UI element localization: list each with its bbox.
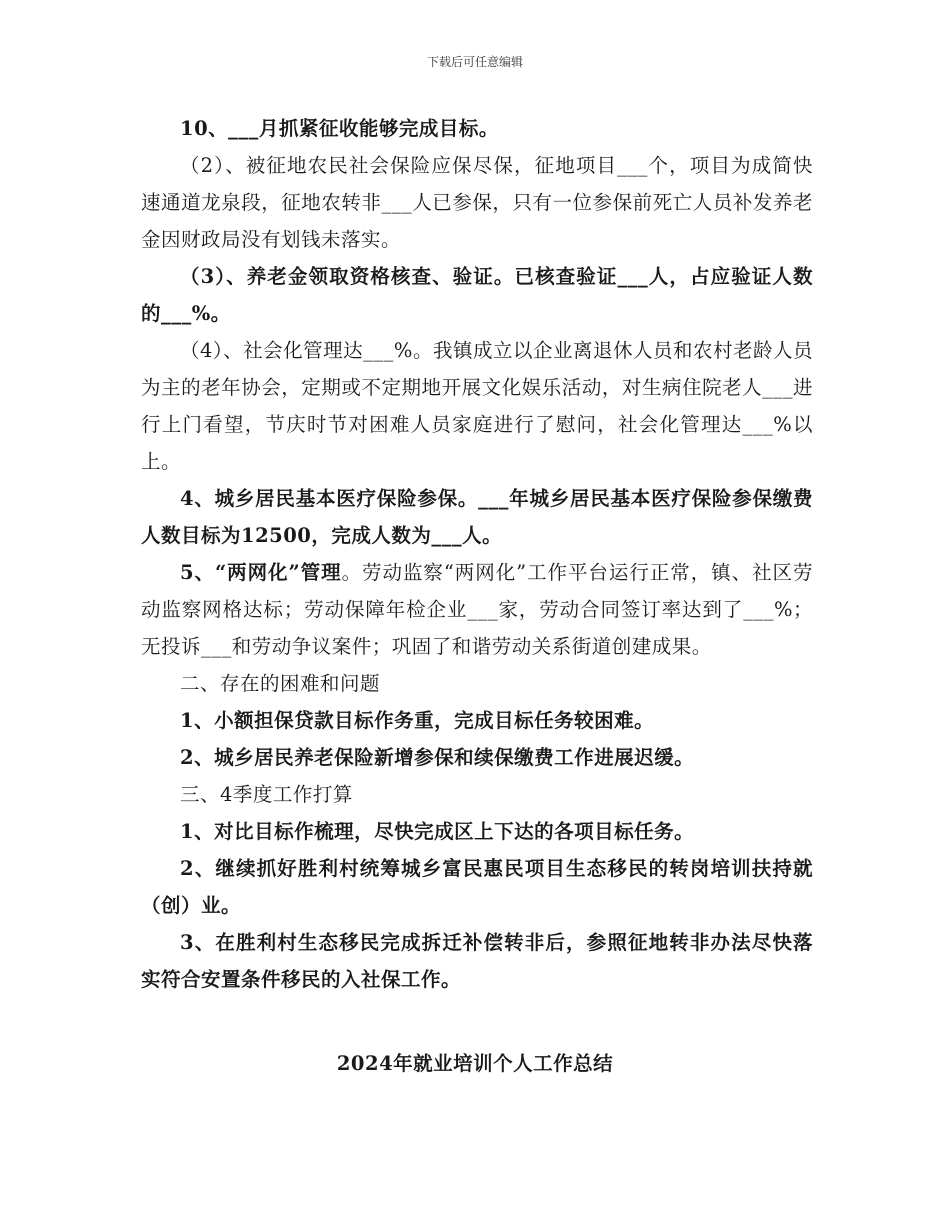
paragraph-3: （3）、养老金领取资格核查、验证。已核查验证___人，占应验证人数的___%。 [141, 265, 813, 325]
paragraph-6-lead: 5、“两网化”管理 [180, 561, 342, 584]
paragraph-1: 10、___月抓紧征收能够完成目标。 [180, 117, 499, 140]
document-body [141, 110, 813, 998]
paragraph-6 [141, 554, 813, 665]
section-heading-plan: 三、4季度工作打算 [180, 783, 353, 806]
paragraph-6-rest: 。劳动监察“两网化”工作平台运行正常，镇、社区劳动监察网格达标；劳动保障年检企业___家，劳动合同签订率达到了___%；无投诉___和劳动争议案件；巩固了和谐劳动关系街道创建成果。 [141, 561, 813, 658]
paragraph-plan-2: 2、继续抓好胜利村统筹城乡富民惠民项目生态移民的转岗培训扶持就（创）业。 [141, 857, 813, 917]
next-document-title: 2024年就业培训个人工作总结 [336, 1052, 614, 1075]
paragraph-problem-2: 2、城乡居民养老保险新增参保和续保缴费工作进展迟缓。 [180, 746, 695, 769]
paragraph-2: （2）、被征地农民社会保险应保尽保，征地项目___个，项目为成简快速通道龙泉段，征地农转非___人已参保，只有一位参保前死亡人员补发养老金因财政局没有划钱未落实。 [141, 154, 813, 251]
paragraph-problem-1: 1、小额担保贷款目标作务重，完成目标任务较困难。 [180, 709, 655, 732]
paragraph-5: 4、城乡居民基本医疗保险参保。___年城乡居民基本医疗保险参保缴费人数目标为12500，完成人数为___人。 [141, 487, 813, 547]
paragraph-plan-3: 3、在胜利村生态移民完成拆迁补偿转非后，参照征地转非办法尽快落实符合安置条件移民的入社保工作。 [141, 931, 813, 991]
page-header-note: 下载后可任意编辑 [426, 55, 523, 69]
paragraph-plan-1: 1、对比目标作梳理，尽快完成区上下达的各项目标任务。 [180, 820, 695, 843]
section-heading-problems: 二、存在的困难和问题 [180, 672, 381, 695]
paragraph-4: （4）、社会化管理达___%。我镇成立以企业离退休人员和农村老龄人员为主的老年协会，定期或不定期地开展文化娱乐活动，对生病住院老人___进行上门看望，节庆时节对困难人员家庭进行了慰问，社会化管理达___%以上。 [141, 339, 813, 473]
